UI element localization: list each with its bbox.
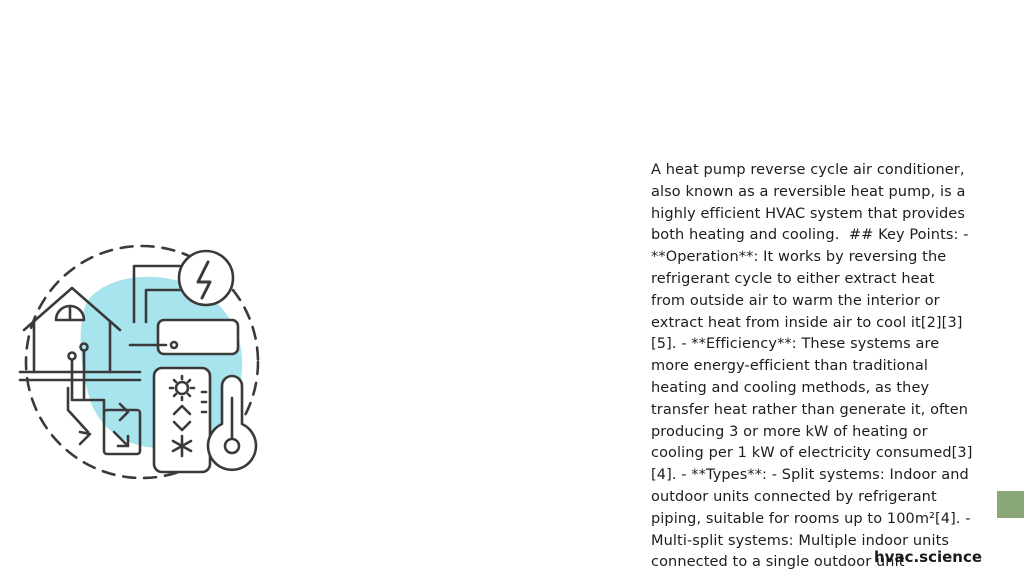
lightning-icon [179, 251, 233, 305]
brand-name[interactable]: hvac.science [874, 548, 983, 566]
hvac-illustration [0, 0, 300, 576]
accent-block [997, 491, 1024, 518]
remote-control-icon [154, 368, 210, 472]
article-body: A heat pump reverse cycle air conditioner, also known as a reversible heat pump, is a highly efficient HVAC system that provides both heating and cooling. ## Key Points: - **Operation**: It works by reversing the refrigerant cycle to either extract heat from outside air to warm the interior or extract heat from inside air to cool it[2][3][5]. - **Efficiency**: These systems are more energy-efficient than traditional heating and cooling methods, as they transfer heat rather than generate it, often producing 3 or more kW of heating or cooling per 1 kW of electricity consumed[3][4]. - **Types**: - Split systems: Indoor and outdoor units connected by refrigerant piping, suitable for rooms up to 100m²[4]. - Multi-split systems: Multiple indoor units connected to a single outdoor unit [651, 162, 976, 571]
